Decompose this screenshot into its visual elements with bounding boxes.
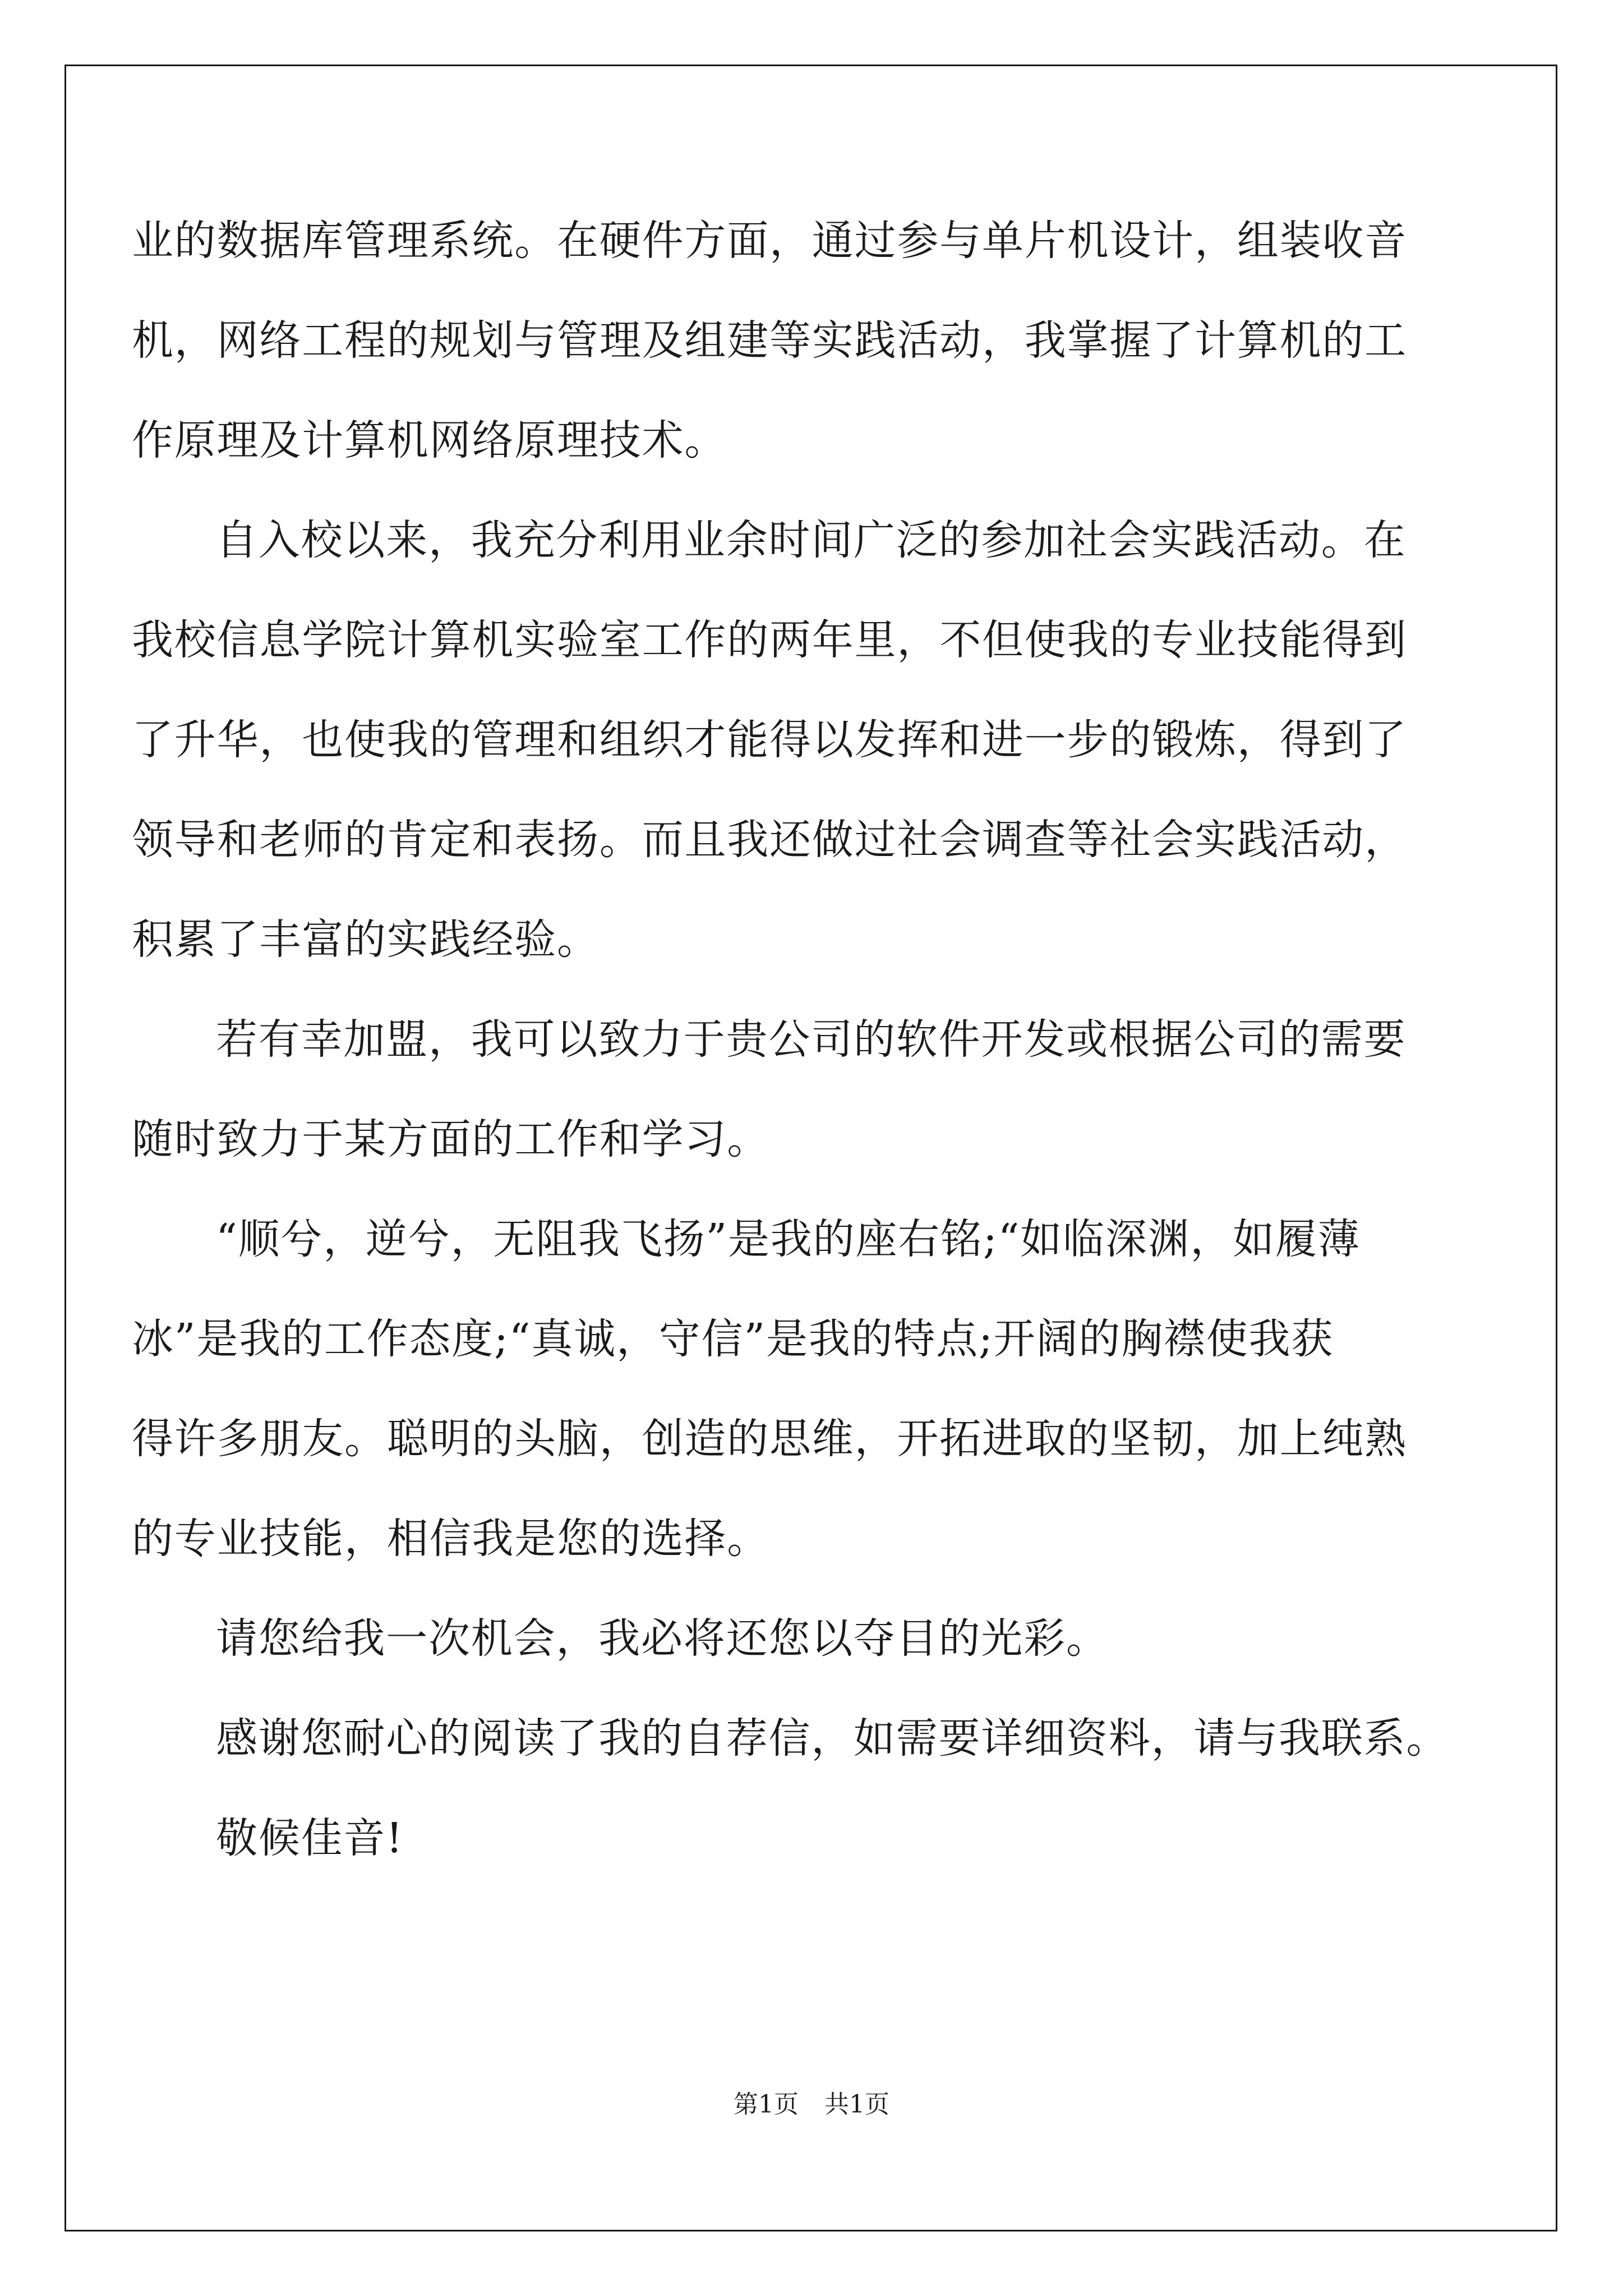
text-line-2: 机，网络工程的规划与管理及组建等实践活动，我掌握了计算机的工	[132, 316, 1407, 365]
text-line-7: 领导和老师的肯定和表扬。而且我还做过社会调查等社会实践活动，	[132, 816, 1407, 864]
page-number: 第1页	[734, 2090, 799, 2119]
text-line-16: 感谢您耐心的阅读了我的自荐信，如需要详细资料，请与我联系。	[216, 1714, 1449, 1763]
letter-body	[132, 191, 1489, 1888]
text-line-13: 得许多朋友。聪明的头脑，创造的思维，开拓进取的坚韧，加上纯熟	[132, 1415, 1407, 1463]
text-line-14: 的专业技能，相信我是您的选择。	[132, 1515, 769, 1563]
text-line-5: 我校信息学院计算机实验室工作的两年里，不但使我的专业技能得到	[132, 616, 1407, 664]
text-line-15: 请您给我一次机会，我必将还您以夺目的光彩。	[216, 1614, 1109, 1663]
text-line-8: 积累了丰富的实践经验。	[132, 915, 600, 964]
text-line-12: 冰”是我的工作态度;“真诚，守信”是我的特点;开阔的胸襟使我获	[132, 1315, 1334, 1363]
page-footer	[0, 2084, 1623, 2120]
text-line-1: 业的数据库管理系统。在硬件方面，通过参与单片机设计，组装收音	[132, 217, 1407, 265]
text-line-6: 了升华，也使我的管理和组织才能得以发挥和进一步的锻炼，得到了	[132, 716, 1407, 764]
text-line-17: 敬候佳音!	[216, 1814, 404, 1862]
text-line-10: 随时致力于某方面的工作和学习。	[132, 1115, 769, 1163]
text-line-9: 若有幸加盟，我可以致力于贵公司的软件开发或根据公司的需要	[216, 1015, 1407, 1064]
page-total: 共1页	[824, 2090, 889, 2119]
text-line-4: 自入校以来，我充分利用业余时间广泛的参加社会实践活动。在	[216, 516, 1407, 564]
text-line-3: 作原理及计算机网络原理技术。	[132, 416, 727, 464]
text-line-11: “顺兮，逆兮，无阻我飞扬”是我的座右铭;“如临深渊，如履薄	[216, 1215, 1361, 1263]
